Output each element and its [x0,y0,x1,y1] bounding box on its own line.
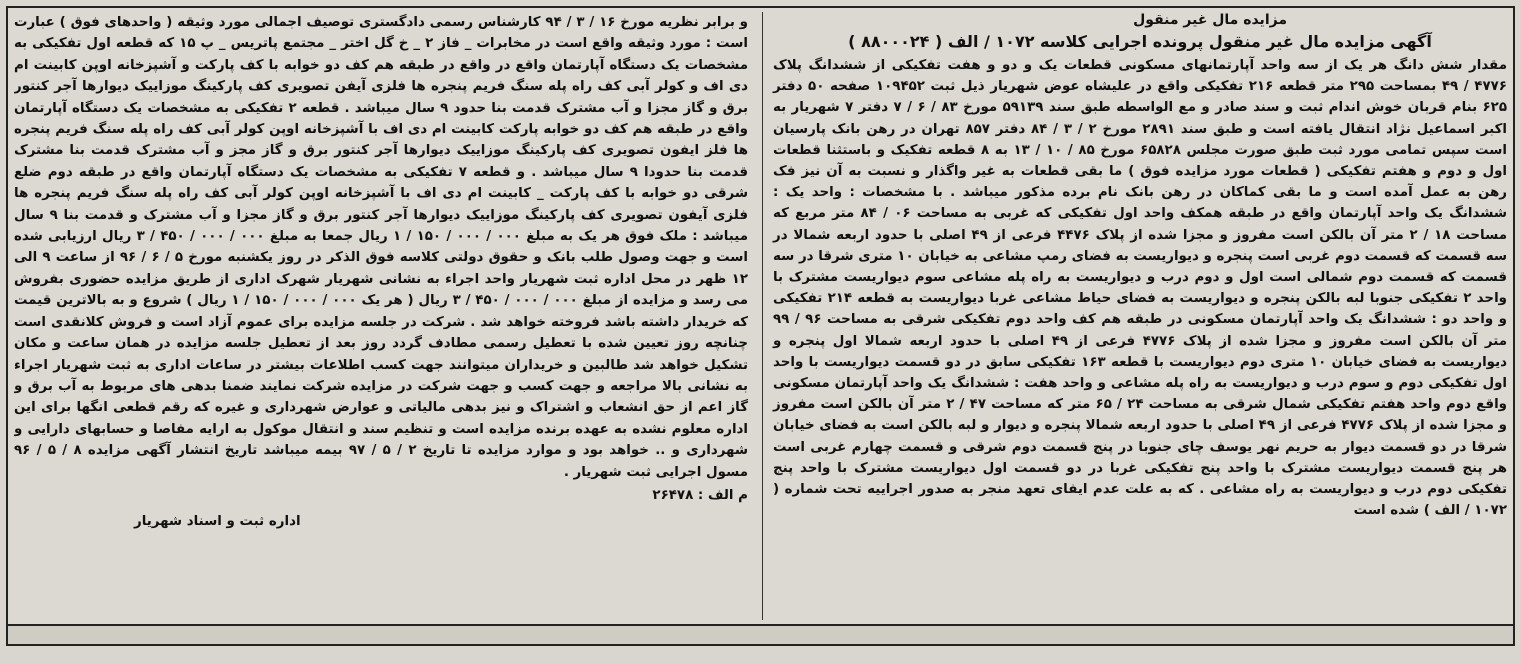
auction-notice-clipping [6,6,1515,646]
issuing-office: اداره ثبت و اسناد شهریار [134,513,301,529]
bottom-strip [8,626,1513,644]
publication-code: م الف : ۲۶۴۷۸ [652,487,748,503]
notice-right-column [762,12,1507,620]
notice-columns [14,12,1507,620]
notice-left-column [14,12,748,620]
notice-kicker: مزایده مال غیر منقول [1133,12,1287,28]
notice-body-left: و برابر نظریه مورخ ۱۶ / ۳ / ۹۴ کارشناس رسمی دادگستری توصیف اجمالی مورد وثیقه ( واحدهای فوق ) عبارت است : مورد وثیقه واقع است در مخابرات _ فاز ۲ _ خ گل اختر _ مجتمع پاتریس _ پ ۱۵ که قطعه اول تفکیکی به مشخصات یک دستگاه آپارتمان واقع در واقع در طبقه هم کف دو خوابه با کف پارکت و آشپزخانه اوپن کابینت ام دی اف و کولر آبی کف راه پله سنگ فریم پنجره ها فلزی آیفن تصویری کف پارکینگ موزاییک دیوارها آجر کنتور برق و گاز مجزا و آب مشترک قدمت بنا حدود ۹ سال میباشد . قطعه ۲ تفکیکی به مشخصات یک دستگاه آپارتمان واقع در طبقه هم کف دو خوابه پارکت کابینت ام دی اف با آشپزخانه اوپن کولر آبی کف راه پله سنگ فریم پنجره ها فلز ایفون تصویری کف پارکینگ موزاییک دیوارها آجر کنتور برق و گاز مجز و آب مشترک قدمت بنا مشترک قدمت بنا حدودا ۹ سال میباشد . و قطعه ۷ تفکیکی به مشخصات یک دستگاه آپارتمان واقع در طبقه دوم ضلع شرقی دو خوابه با کف پارکت _ کابینت ام دی اف با آشپزخانه اوپن کولر آبی کف راه پله سنگ فریم پنجره ها فلزی آیفون تصویری کف پارکینگ موزاییک دیوارها آجر کنتور برق و گاز مجزا و آب مشترک و قدمت بنا ۹ سال میباشد : ملک فوق هر یک به مبلغ ۰۰۰ / ۰۰۰ / ۱۵۰ / ۱ ریال جمعا به مبلغ ۰۰۰ / ۰۰۰ / ۴۵۰ / ۳ ریال ارزیابی شده است و جهت وصول طلب بانک و حقوق دولتی کلاسه فوق الذکر در روز یکشنبه مورخ ۵ / ۶ / ۹۶ از ساعت ۹ الی ۱۲ ظهر در محل اداره ثبت شهریار واحد اجراء به نشانی شهریار شهرک اداری از طریق مزایده حضوری بفروش می رسد و مزایده از مبلغ ۰۰۰ / ۰۰۰ / ۴۵۰ / ۳ ریال ( هر یک ۰۰۰ / ۰۰۰ / ۱۵۰ / ۱ ریال ) شروع و به بالاترین قیمت که خریدار داشته باشد فروخته خواهد شد . شرکت در جلسه مزایده برای عموم آزاد است و فروش کلانقدی است چنانچه روز تعیین شده با تعطیل رسمی مطادف گردد روز بعد از تعطیل جلسه مزایده در همان ساعت و مکان تشکیل خواهد شد طالبین و خریداران میتوانند جهت کسب اطلاعات بیشتر در ساعات اداری به ثبت شهریار اجراء به نشانی بالا مراجعه و جهت کسب و جهت شرکت در مزایده شرکت نمایند ضمنا بدهی های مربوط به آب برق و گاز اعم از حق انشعاب و اشتراک و نیز بدهی مالیاتی و عوارض شهرداری و غیره که رقم قطعی انگها برای این اداره معلوم نشده به عهده برنده مزایده است و تنظیم سند و انتقال موکول به ارایه مفاصا و حسابهای دارایی و شهرداری و .. خواهد بود و موارد مزایده تا تاریخ ۲ / ۵ / ۹۷ بیمه میباشد تاریخ انتشار آگهی مزایده ۸ / ۵ / ۹۶ مسول اجرایی ثبت شهریار . [14,15,748,480]
notice-headline: آگهی مزایده مال غیر منقول پرونده اجرایی کلاسه ۱۰۷۲ / الف ( ۸۸۰۰۰۲۴ ) [848,32,1432,51]
notice-body-right: مقدار شش دانگ هر یک از سه واحد آپارتمانهای مسکونی قطعات یک و دو و هفت تفکیکی از ششدانگ پلاک ۴۷۷۶ / ۴۹ بمساحت ۲۹۵ متر قطعه ۲۱۶ تفکیکی واقع در علیشاه عوض شهریار ذیل ثبت ۱۰۹۴۵۲ صفحه ۵۰ دفتر ۶۲۵ بنام قربان خوش اندام ثبت و سند صادر و مع الواسطه طبق سند ۵۹۱۳۹ مورخ ۸۳ / ۶ / ۷ دفتر ۷ شهریار به اکبر اسماعیل نژاد انتقال یافته است و طبق سند ۲۸۹۱ مورخ ۲ / ۳ / ۸۴ دفتر ۸۵۷ تهران در رهن بانک پارسیان است سپس تمامی مورد ثبت طبق صورت مجلس ۶۵۸۲۸ مورخ ۸۵ / ۱۰ / ۱۳ به ۸ قطعه تفکیک و باستثنا قطعات اول و دوم و هفتم تفکیکی ( قطعات مورد مزایده فوق ) ما بقی قطعات به غیر واگذار و نسبت به آن نیز فک رهن به عمل آمده است و ما بقی کماکان در رهن بانک نام برده مذکور میباشد . با مشخصات : واحد یک : ششدانگ یک واحد آپارتمان واقع در طبقه همکف واحد اول تفکیکی که غربی به مساحت ۰۶ / ۸۴ متر مربع که مساحت ۱۸ / ۲ متر آن بالکن است مفروز و مجزا شده از پلاک ۴۴۷۶ فرعی از ۴۹ اصلی با حدود اربعه شمالا در سه قسمت که قسمت دوم غربی است پنجره و دیواریست به فضای رمپ مشاعی به خیابان ۱۰ متری شرقا در سه قسمت که قسمت دوم شمالی است اول و دوم درب و دیواریست به راه پله مشاعی سوم دیواریست مشترک با واحد ۲ تفکیکی جنوبا لبه بالکن پنجره و دیواریست به فضای حیاط مشاعی غربا دیواریست به قطعه ۲۱۴ تفکیکی و واحد دو : ششدانگ یک واحد آپارتمان مسکونی در طبقه هم کف واحد دوم تفکیکی شرقی به مساحت ۹۶ / ۹۹ متر آن بالکن است مفروز و مجزا شده از پلاک ۴۷۷۶ فرعی از ۴۹ اصلی با حدود اربعه شمالا اول پنجره و دیواریست به فضای خیابان ۱۰ متری دوم دیواریست با قطعه ۱۶۳ تفکیکی سابق در دو قسمت دیواریست با واحد اول تفکیکی دوم و سوم درب و دیواریست به راه پله مشاعی و واحد هفت : ششدانگ یک واحد آپارتمان مسکونی واقع دوم واحد هفتم تفکیکی شمال شرقی به مساحت ۲۴ / ۶۵ متر که مساحت ۴۷ / ۲ متر آن بالکن است مفروز و مجزا شده از پلاک ۴۷۷۶ فرعی از ۴۹ اصلی با حدود اربعه شمالا پنجره و دیوار و لبه بالکن است به فضای خیابان شرقا در دو قسمت دیوار به حریم نهر یوسف چای جنوبا در پنج قسمت دوم شرقی و قسمت چهارم غربی است هر پنج قسمت دیواریست مشترک با واحد پنج تفکیکی غربا در دو قسمت اول دیواریست مشترک با واحد پنج تفکیکی دوم درب و دیواریست به راه مشاعی . که به علت عدم ایفای تعهد منجر به صدور اجراییه تحت شماره ( ۱۰۷۲ / الف ) شده است [773,58,1507,519]
